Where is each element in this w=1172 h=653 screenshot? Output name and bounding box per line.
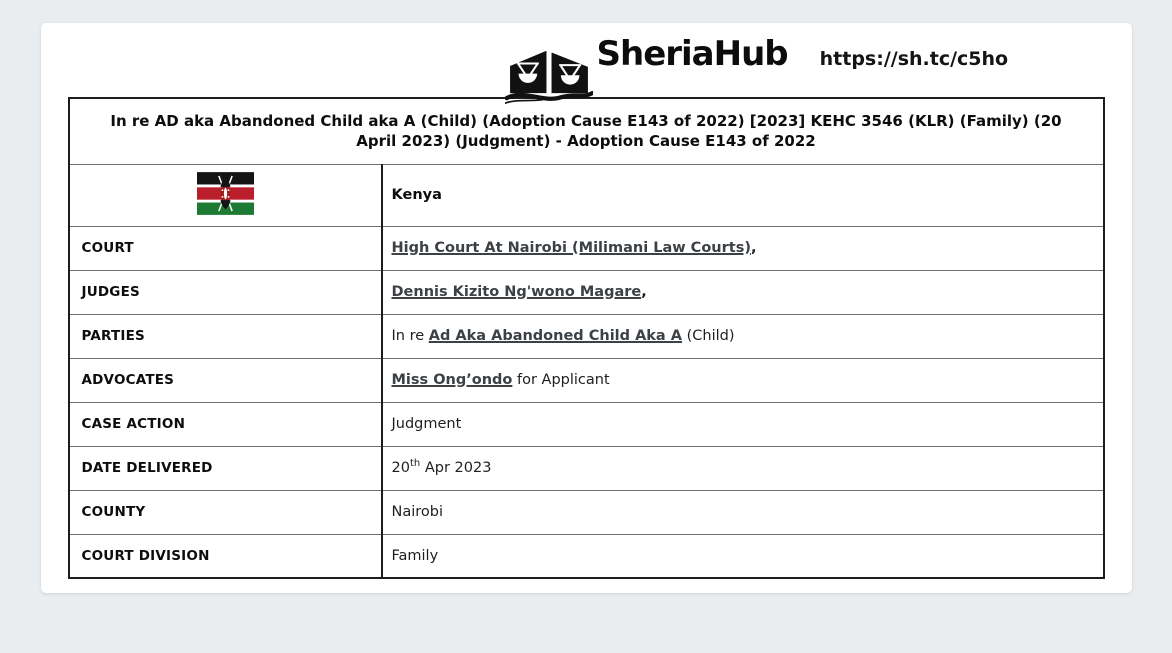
advocates-row xyxy=(69,358,1104,402)
brand-title: SheriaHub xyxy=(596,34,788,74)
judges-value xyxy=(382,270,1104,314)
parties-prefix: In re xyxy=(391,328,429,344)
kenya-flag-icon xyxy=(197,172,254,215)
ordinal-suffix: th xyxy=(409,458,421,470)
judge-link[interactable]: Dennis Kizito Ng'wono Magare xyxy=(391,284,642,300)
parties-suffix: (Child) xyxy=(681,328,735,344)
advocates-label: ADVOCATES xyxy=(69,358,382,402)
county-value: Nairobi xyxy=(382,490,1104,534)
county-label: COUNTY xyxy=(69,490,382,534)
advocates-suffix: for Applicant xyxy=(512,372,610,388)
short-url-text: https://sh.tc/c5ho xyxy=(819,48,1009,70)
court-division-label: COURT DIVISION xyxy=(69,534,382,578)
judges-label: JUDGES xyxy=(69,270,382,314)
parties-value xyxy=(382,314,1104,358)
parties-label: PARTIES xyxy=(69,314,382,358)
date-delivered-label: DATE DELIVERED xyxy=(69,446,382,490)
country-cell xyxy=(382,164,1104,226)
country-row xyxy=(69,164,1104,226)
advocates-value xyxy=(382,358,1104,402)
flag-cell xyxy=(69,164,382,226)
site-header xyxy=(41,23,1132,97)
country-name: Kenya xyxy=(391,187,442,203)
case-action-value: Judgment xyxy=(382,402,1104,446)
court-suffix: , xyxy=(750,240,757,256)
court-label: COURT xyxy=(69,226,382,270)
case-summary-card xyxy=(41,23,1132,593)
court-row xyxy=(69,226,1104,270)
court-division-row xyxy=(69,534,1104,578)
judges-row xyxy=(69,270,1104,314)
judges-suffix: , xyxy=(641,284,647,300)
parties-row xyxy=(69,314,1104,358)
court-link[interactable]: High Court At Nairobi (Milimani Law Courts) xyxy=(391,240,751,256)
case-action-row xyxy=(69,402,1104,446)
case-title-row xyxy=(69,98,1104,164)
court-division-value: Family xyxy=(382,534,1104,578)
date-delivered-row xyxy=(69,446,1104,490)
court-value xyxy=(382,226,1104,270)
advocate-link[interactable]: Miss Ong’ondo xyxy=(391,372,513,388)
case-action-label: CASE ACTION xyxy=(69,402,382,446)
parties-link[interactable]: Ad Aka Abandoned Child Aka A xyxy=(428,328,682,344)
date-delivered-value: 20th Apr 2023 xyxy=(382,446,1104,490)
scales-of-justice-logo-icon xyxy=(505,49,593,105)
case-title: In re AD aka Abandoned Child aka A (Child) (Adoption Cause E143 of 2022) [2023] KEHC 3546 (KLR) (Family) (20 April 2023) (Judgment) - Adoption Cause E143 of 2022 xyxy=(69,98,1104,164)
case-summary-table xyxy=(68,97,1105,579)
county-row xyxy=(69,490,1104,534)
